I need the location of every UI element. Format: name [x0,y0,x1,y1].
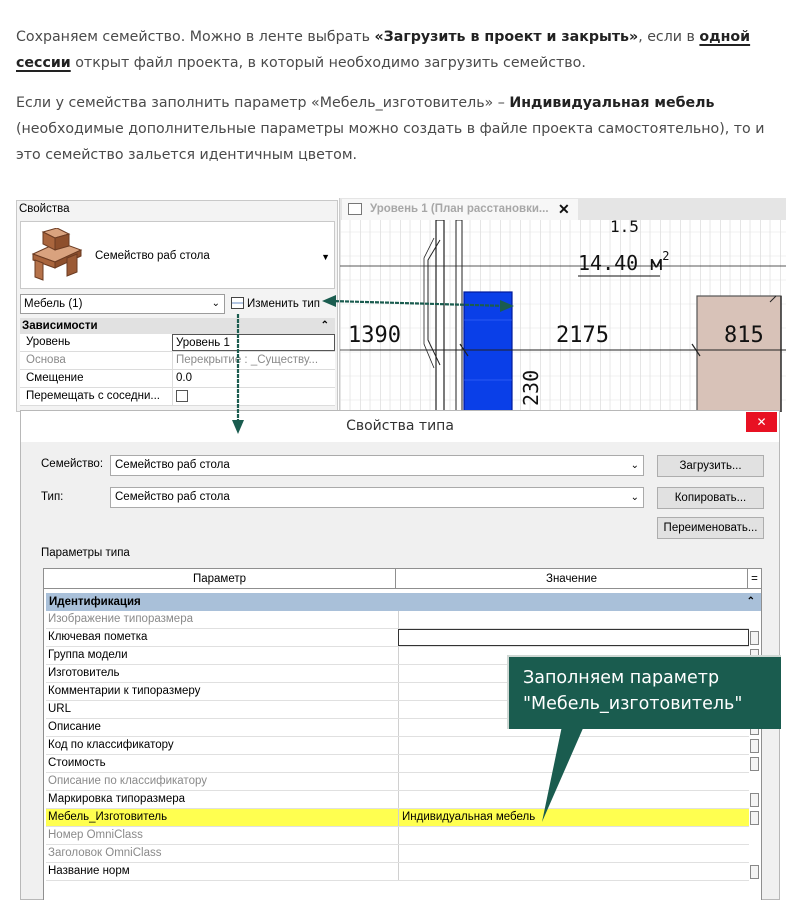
type-label: Тип: [41,491,64,503]
paragraph-2 [16,90,786,168]
level-value[interactable]: Уровень 1 [172,334,335,351]
p1-text: Сохраняем семейство. Можно в ленте выбрать [16,29,375,45]
parameter-name: Мебель_Изготовитель [48,811,168,823]
desk-door-element [464,292,512,412]
column-header-equals[interactable]: = [751,573,758,585]
family-select-value: Семейство раб стола [115,459,230,471]
column-header-value[interactable]: Значение [396,569,748,589]
parameter-name: Название норм [48,865,130,877]
edit-value-button[interactable] [750,793,759,807]
collapse-icon[interactable]: ⌃ [746,596,755,607]
property-name: Уровень [26,336,71,348]
parameter-name: Изготовитель [48,667,120,679]
parameter-name: Заголовок OmniClass [48,847,162,859]
property-row [20,352,335,370]
constraints-category[interactable] [20,318,335,334]
move-with-nearby-checkbox[interactable] [176,390,188,402]
edit-value-button[interactable] [750,811,759,825]
edit-type-label: Изменить тип [247,298,320,310]
instance-filter-value: Мебель (1) [24,298,83,310]
parameter-row[interactable] [46,755,749,773]
identity-category-label: Идентификация [49,596,141,608]
edit-value-button[interactable] [750,739,759,753]
property-name: Основа [26,354,66,366]
chevron-down-icon: ⌄ [211,298,220,309]
parameter-name: Ключевая пометка [48,631,148,643]
edit-value-button[interactable] [750,631,759,645]
parameter-row[interactable] [46,827,749,845]
callout-line-2: "Мебель_изготовитель" [523,694,743,714]
rename-button[interactable]: Переименовать... [657,517,764,539]
offset-value[interactable]: 0.0 [172,370,335,387]
dimension-2175: 2175 [556,323,609,348]
view-tab[interactable] [342,199,578,220]
dimension-815: 815 [724,323,764,348]
move-with-nearby-checkbox-cell [172,388,335,405]
dimension-230: 230 [519,369,543,406]
p2-text-2: (необходимые дополнительные параметры можно создать в файле проекта самостоятельно), то и это семейство зальется идентичным цветом. [16,121,765,163]
type-select-value: Семейство раб стола [115,491,230,503]
properties-palette [16,200,338,412]
constraints-category-label: Зависимости [22,320,98,332]
edit-value-button[interactable] [750,865,759,879]
room-area-tag: 14.40 $м^2$ [578,249,670,275]
parameter-row[interactable] [46,773,749,791]
parameter-value[interactable] [398,827,749,844]
type-parameters-grid [43,568,762,900]
close-icon[interactable]: ✕ [746,412,777,432]
p2-bold-custom-furniture: Индивидуальная мебель [509,95,715,111]
grid-header [44,569,761,589]
parameter-value[interactable] [398,773,749,790]
collapse-icon[interactable]: ⌃ [320,320,329,331]
parameter-value[interactable] [398,863,749,880]
properties-title: Свойства [19,203,70,215]
copy-button[interactable]: Копировать... [657,487,764,509]
room-number-partial: 1.5 [610,220,639,236]
parameter-row[interactable] [46,629,749,647]
parameter-value[interactable] [398,629,749,646]
p1-text-2: , если в [638,29,700,45]
parameter-value[interactable]: Индивидуальная мебель [398,809,749,826]
edit-type-icon [231,297,244,309]
column-header-parameter[interactable]: Параметр [44,569,396,589]
parameter-row[interactable] [46,791,749,809]
caret-down-icon[interactable]: ▼ [321,252,330,262]
one-session-link[interactable]: одной сессии [16,29,751,71]
dialog-titlebar [21,411,779,442]
edit-value-button[interactable] [750,757,759,771]
parameter-name: Маркировка типоразмера [48,793,186,805]
parameter-name: Изображение типоразмера [48,613,193,625]
host-value: Перекрытие : _Существу... [172,352,335,369]
floor-plan-drawing[interactable] [340,220,786,412]
parameter-value[interactable] [398,791,749,808]
family-select[interactable] [110,455,644,476]
close-icon[interactable]: ✕ [558,201,570,217]
property-row [20,388,335,406]
parameter-name: URL [48,703,72,715]
paragraph-1 [16,24,786,76]
parameter-name: Описание по классификатору [48,775,207,787]
dimension-1390: 1390 [348,323,401,348]
parameter-name: Код по классификатору [48,739,174,751]
parameter-name: Группа модели [48,649,128,661]
parameter-row[interactable] [46,737,749,755]
type-select[interactable] [110,487,644,508]
edit-type-button[interactable] [231,294,335,314]
parameter-value[interactable] [398,611,749,628]
parameter-row[interactable] [46,845,749,863]
view-tab-bar [340,198,786,220]
parameter-name: Комментарии к типоразмеру [48,685,201,697]
family-label: Семейство: [41,458,104,470]
article-text [16,24,786,182]
parameter-value[interactable] [398,737,749,754]
p1-text-3: открыт файл проекта, в который необходимо загрузить семейство. [70,55,586,71]
p1-bold-load-close: «Загрузить в проект и закрыть» [374,29,639,45]
desk-thumbnail-icon [29,228,87,284]
property-name: Перемещать с соседни... [26,390,160,402]
parameter-row[interactable] [46,863,749,881]
parameter-row[interactable] [46,809,749,827]
parameter-name: Описание [48,721,101,733]
identity-category[interactable] [46,593,761,611]
chevron-down-icon: ⌄ [630,460,639,471]
callout-line-1: Заполняем параметр [523,668,720,688]
type-name: Семейство раб стола [95,250,210,262]
chevron-down-icon: ⌄ [630,492,639,503]
annotation-callout [507,655,781,729]
parameter-name: Стоимость [48,757,106,769]
dialog-title: Свойства типа [346,418,454,434]
load-button[interactable]: Загрузить... [657,455,764,477]
property-row [20,334,335,352]
parameter-name: Номер OmniClass [48,829,143,841]
property-row [20,370,335,388]
p2-text: Если у семейства заполнить параметр «Мебель_изготовитель» – [16,95,510,111]
plan-view [339,198,786,412]
instance-filter-select[interactable] [20,294,225,314]
parameter-value[interactable] [398,845,749,862]
type-parameters-label: Параметры типа [41,547,130,559]
view-tab-label: Уровень 1 (План расстановки... [370,203,549,215]
type-selector[interactable] [20,221,335,289]
parameter-value[interactable] [398,755,749,772]
plan-view-icon [348,203,362,215]
parameter-row[interactable] [46,611,749,629]
property-name: Смещение [26,372,84,384]
